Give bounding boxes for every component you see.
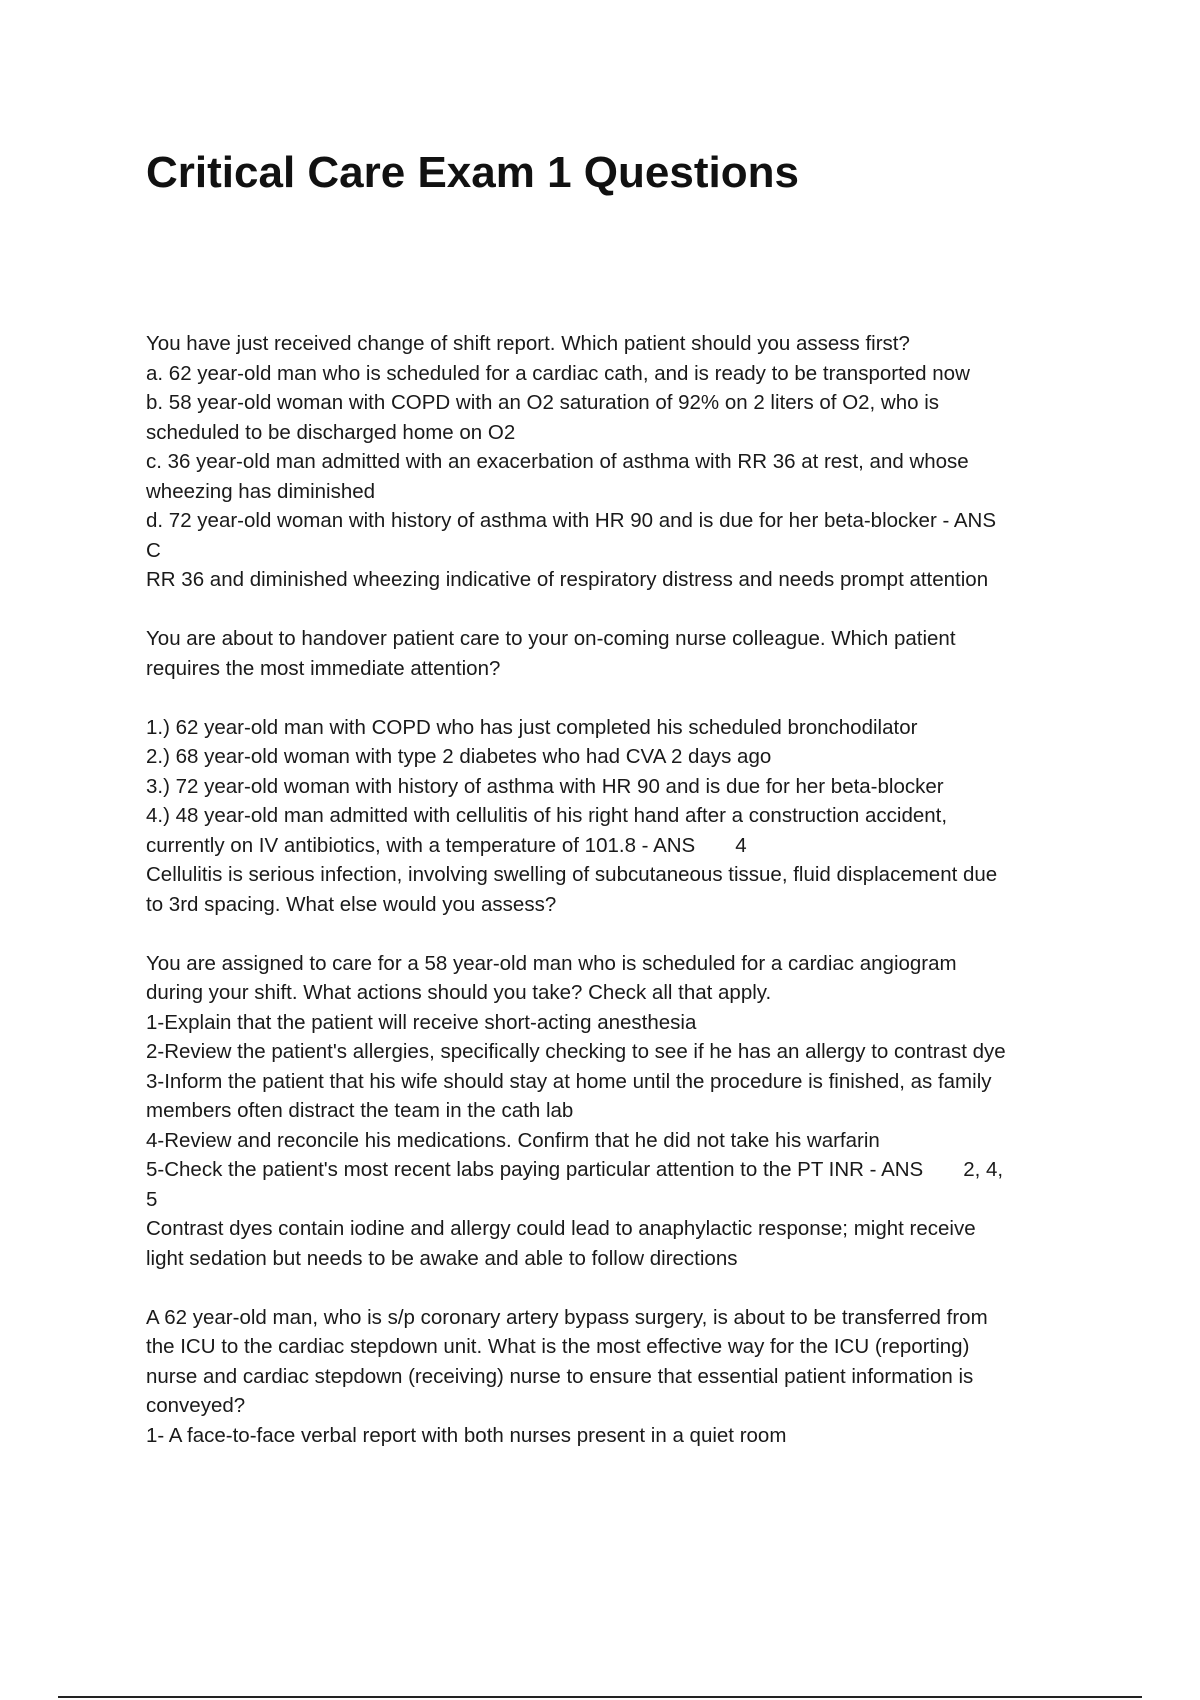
question-2-rationale-line-2: to 3rd spacing. What else would you assess? xyxy=(146,892,557,916)
question-3-option-5 xyxy=(146,1155,1086,1185)
question-2-answer: 4 xyxy=(735,833,747,857)
question-4-stem-line-2: the ICU to the cardiac stepdown unit. What is the most effective way for the ICU (reporting) xyxy=(146,1335,970,1358)
question-1-stem: You have just received change of shift report. Which patient should you assess first? xyxy=(146,332,910,355)
question-4-stem-line-3: nurse and cardiac stepdown (receiving) nurse to ensure that essential patient information is xyxy=(146,1364,974,1388)
question-4 xyxy=(146,1303,1086,1451)
question-1-option-b-line-1: b. 58 year-old woman with COPD with an O2 saturation of 92% on 2 liters of O2, who is xyxy=(146,391,940,414)
question-3-option-4: 4-Review and reconcile his medications. Confirm that he did not take his warfarin xyxy=(146,1128,880,1152)
question-3-answer-part-1: 2, 4, xyxy=(963,1158,1004,1181)
question-3 xyxy=(146,949,1086,1274)
question-3-option-1: 1-Explain that the patient will receive short-acting anesthesia xyxy=(146,1010,697,1034)
question-4-stem-line-1: A 62 year-old man, who is s/p coronary artery bypass surgery, is about to be transferred from xyxy=(146,1305,988,1329)
document-body xyxy=(146,329,1086,1480)
question-3-option-3-line-1: 3-Inform the patient that his wife should stay at home until the procedure is finished, as family xyxy=(146,1069,992,1093)
question-2-option-4-line-1: 4.) 48 year-old man admitted with cellulitis of his right hand after a construction accident, xyxy=(146,804,948,827)
question-2-spacer xyxy=(146,683,1086,713)
question-2-option-4-line-2 xyxy=(146,831,1086,861)
question-1-option-c-line-1: c. 36 year-old man admitted with an exacerbation of asthma with RR 36 at rest, and whose xyxy=(146,450,969,473)
question-1-answer: C xyxy=(146,538,161,562)
question-4-stem-line-4: conveyed? xyxy=(146,1394,246,1417)
question-2-option-2: 2.) 68 year-old woman with type 2 diabetes who had CVA 2 days ago xyxy=(146,745,772,768)
question-2-option-4-text: currently on IV antibiotics, with a temperature of 101.8 - ANS xyxy=(146,833,696,857)
question-2-stem-line-2: requires the most immediate attention? xyxy=(146,656,501,680)
page-title: Critical Care Exam 1 Questions xyxy=(146,148,799,197)
question-3-option-2: 2-Review the patient's allergies, specifically checking to see if he has an allergy to contrast dye xyxy=(146,1040,1006,1063)
question-2-rationale-line-1: Cellulitis is serious infection, involving swelling of subcutaneous tissue, fluid displacement due xyxy=(146,863,998,886)
question-3-rationale-line-1: Contrast dyes contain iodine and allergy could lead to anaphylactic response; might receive xyxy=(146,1217,976,1240)
question-1 xyxy=(146,329,1086,595)
question-3-stem-line-1: You are assigned to care for a 58 year-old man who is scheduled for a cardiac angiogram xyxy=(146,951,957,975)
question-3-option-3-line-2: members often distract the team in the cath lab xyxy=(146,1099,574,1122)
question-1-rationale: RR 36 and diminished wheezing indicative of respiratory distress and needs prompt attention xyxy=(146,568,989,591)
question-3-option-5-text: 5-Check the patient's most recent labs paying particular attention to the PT INR - ANS xyxy=(146,1158,924,1181)
question-1-option-a: a. 62 year-old man who is scheduled for a cardiac cath, and is ready to be transported now xyxy=(146,361,970,385)
question-2-option-1: 1.) 62 year-old man with COPD who has just completed his scheduled bronchodilator xyxy=(146,715,918,739)
question-3-stem-line-2: during your shift. What actions should you take? Check all that apply. xyxy=(146,981,772,1004)
question-3-rationale-line-2: light sedation but needs to be awake and able to follow directions xyxy=(146,1246,738,1270)
question-1-option-b-line-2: scheduled to be discharged home on O2 xyxy=(146,420,516,444)
question-2 xyxy=(146,624,1086,919)
question-3-answer-part-2: 5 xyxy=(146,1187,158,1211)
question-2-option-3: 3.) 72 year-old woman with history of asthma with HR 90 and is due for her beta-blocker xyxy=(146,774,944,798)
question-1-option-c-line-2: wheezing has diminished xyxy=(146,479,376,503)
question-2-stem-line-1: You are about to handover patient care to your on-coming nurse colleague. Which patient xyxy=(146,627,956,650)
question-4-option-1: 1- A face-to-face verbal report with both nurses present in a quiet room xyxy=(146,1423,787,1447)
question-1-option-d-line-1: d. 72 year-old woman with history of asthma with HR 90 and is due for her beta-blocker - ANS xyxy=(146,509,997,532)
footer-divider xyxy=(58,1696,1142,1698)
